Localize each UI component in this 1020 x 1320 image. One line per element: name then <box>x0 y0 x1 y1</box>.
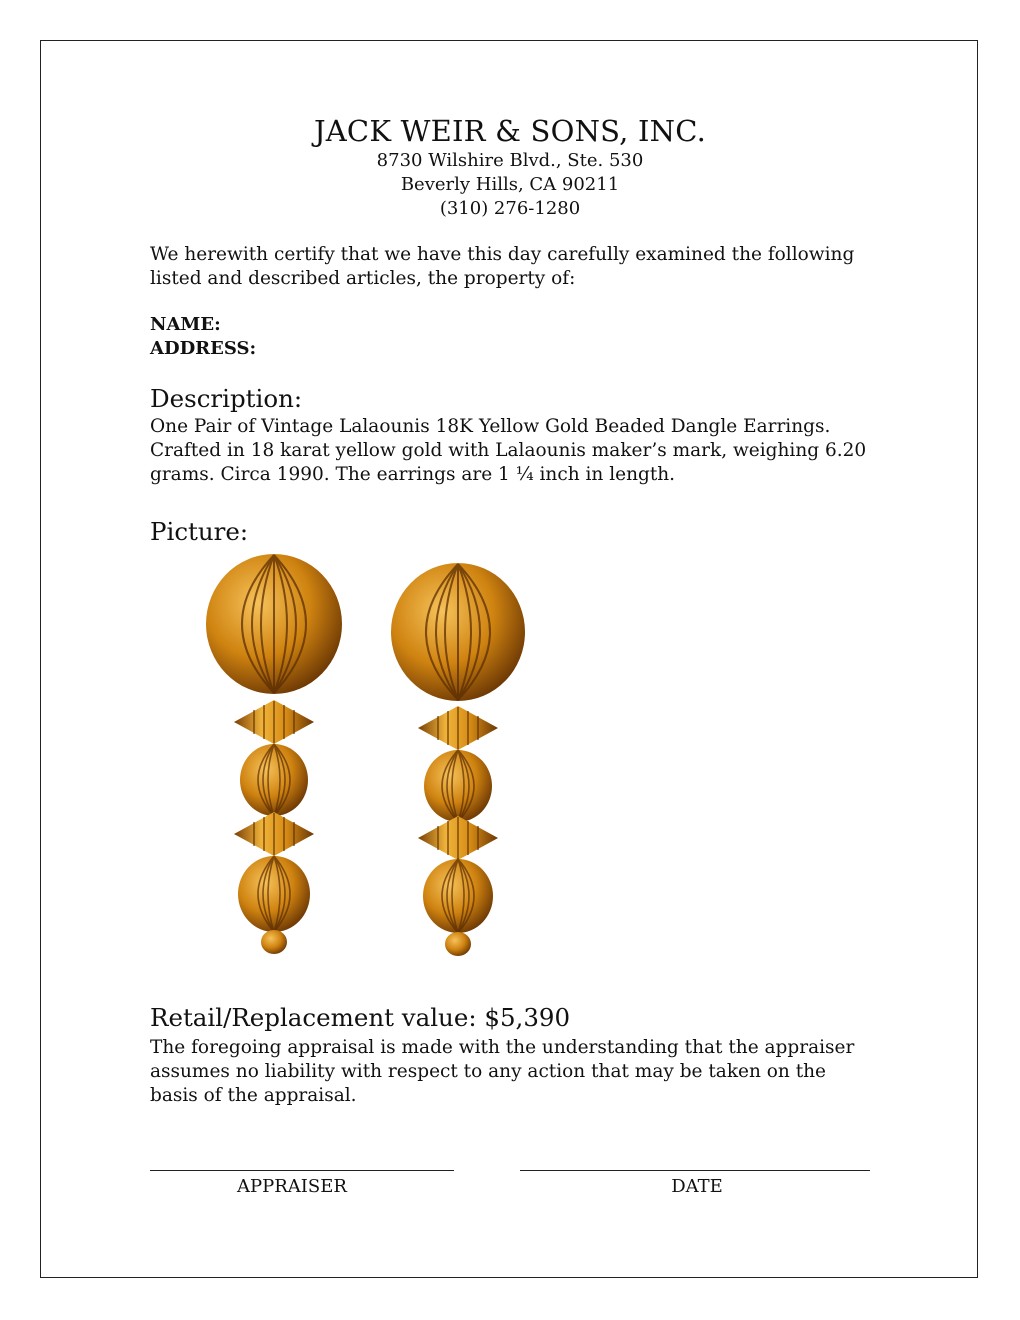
earrings-photo <box>190 552 540 962</box>
right-earring <box>391 563 525 956</box>
picture-heading: Picture: <box>150 517 249 546</box>
company-city-state-zip: Beverly Hills, CA 90211 <box>400 174 620 195</box>
company-name: JACK WEIR & SONS, INC. <box>313 114 707 148</box>
description-heading: Description: <box>150 384 303 413</box>
date-label: DATE <box>671 1176 723 1197</box>
company-street-address: 8730 Wilshire Blvd., Ste. 530 <box>376 150 644 171</box>
date-signature-line <box>520 1170 870 1171</box>
retail-value-heading: Retail/Replacement value: $5,390 <box>150 1003 571 1032</box>
appraiser-label: APPRAISER <box>237 1176 347 1197</box>
description-text: One Pair of Vintage Lalaounis 18K Yellow Gold Beaded Dangle Earrings. Crafted in 18 karat yellow gold with Lalaounis maker’s mark, weighing 6.20 grams. Circa 1990. The earrings are 1 ¼ inch in length. <box>150 416 867 485</box>
left-earring <box>206 554 342 954</box>
disclaimer-text: The foregoing appraisal is made with the understanding that the appraiser assumes no liability with respect to any action that may be taken on the basis of the appraisal. <box>150 1037 855 1106</box>
appraiser-signature-line <box>150 1170 454 1171</box>
address-label: ADDRESS: <box>150 338 257 359</box>
name-label: NAME: <box>150 314 221 335</box>
company-phone: (310) 276-1280 <box>439 198 581 219</box>
certification-statement: We herewith certify that we have this day carefully examined the following listed and described articles, the property of: <box>150 244 855 289</box>
